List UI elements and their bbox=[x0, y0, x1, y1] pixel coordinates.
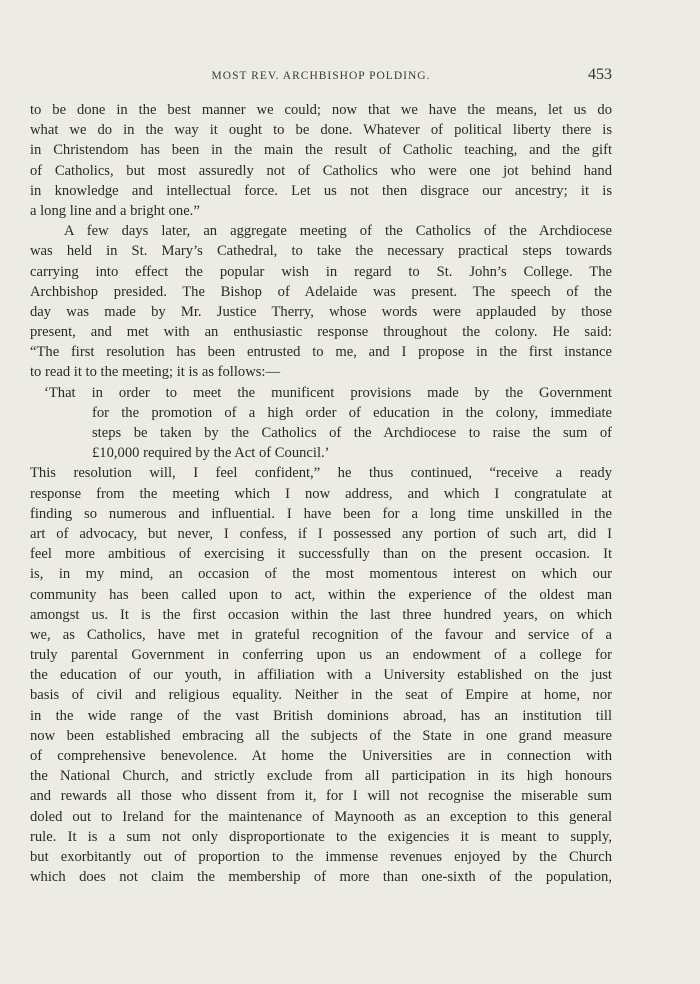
text-line: was held in St. Mary’s Cathedral, to take the necessary practical steps towards bbox=[30, 243, 612, 260]
text-line: the National Church, and strictly exclude from all participation in its high honours bbox=[30, 768, 612, 785]
text-line: now been established embracing all the subjects of the State in one grand measure bbox=[30, 727, 612, 744]
text-line: art of advocacy, but never, I confess, if I possessed any portion of such art, did I bbox=[30, 525, 612, 542]
text-line: to be done in the best manner we could; now that we have the means, let us do bbox=[30, 102, 612, 118]
text-line: amongst us. It is the first occasion within the last three hundred years, on which bbox=[30, 606, 612, 623]
text-line: a long line and a bright one.” bbox=[30, 202, 200, 219]
text-line: of Catholics, but most assuredly not of Catholics who were one jot behind hand bbox=[30, 162, 612, 179]
text-line: response from the meeting which I now address, and which I congratulate at bbox=[30, 485, 612, 502]
text-line: we, as Catholics, have met in grateful recognition of the favour and service of a bbox=[30, 626, 612, 643]
running-title: MOST REV. ARCHBISHOP POLDING. bbox=[211, 70, 431, 82]
text-line: of comprehensive benevolence. At home the Universities are in connection with bbox=[30, 748, 612, 764]
text-line: but exorbitantly out of proportion to the immense revenues enjoyed by the Church bbox=[30, 848, 612, 865]
text-line: rule. It is a sum not only disproportionate to the exigencies it is meant to supply, bbox=[30, 828, 612, 845]
text-line: basis of civil and religious equality. Neither in the seat of Empire at home, nor bbox=[30, 687, 612, 704]
quote-line: ‘That in order to meet the munificent provisions made by the Government bbox=[44, 384, 612, 401]
text-line: in knowledge and intellectual force. Let us not then disgrace our ancestry; it is bbox=[30, 182, 612, 199]
quote-line: steps be taken by the Catholics of the Archdiocese to raise the sum of bbox=[92, 425, 612, 441]
text-line: Archbishop presided. The Bishop of Adelaide was present. The speech of the bbox=[30, 283, 612, 300]
text-line: present, and met with an enthusiastic response throughout the colony. He said: bbox=[30, 324, 612, 341]
text-line: and rewards all those who dissent from it, for I will not recognise the miserable sum bbox=[30, 788, 612, 805]
text-line: carrying into effect the popular wish in regard to St. John’s College. The bbox=[30, 263, 612, 280]
text-line: to read it to the meeting; it is as follows:— bbox=[30, 364, 281, 381]
text-line: in Christendom has been in the main the result of Catholic teaching, and the gift bbox=[30, 142, 612, 159]
text-line: community has been called upon to act, within the experience of the oldest man bbox=[30, 586, 612, 603]
text-line: day was made by Mr. Justice Therry, whose words were applauded by those bbox=[30, 303, 612, 320]
text-line: “The first resolution has been entrusted to me, and I propose in the first instance bbox=[30, 344, 612, 361]
text-line: A few days later, an aggregate meeting of the Catholics of the Archdiocese bbox=[64, 223, 612, 240]
text-line: what we do in the way it ought to be done. Whatever of political liberty there is bbox=[30, 122, 612, 139]
text-line: is, in my mind, an occasion of the most momentous interest on which our bbox=[30, 566, 612, 583]
text-line: the education of our youth, in affiliation with a University established on the just bbox=[30, 667, 612, 684]
page-header bbox=[30, 66, 612, 88]
page-number: 453 bbox=[588, 66, 612, 83]
body-text bbox=[30, 100, 612, 887]
text-line: doled out to Ireland for the maintenance of Maynooth as an exception to this general bbox=[30, 808, 612, 825]
text-line: This resolution will, I feel confident,” he thus continued, “receive a ready bbox=[30, 465, 612, 482]
text-line: finding so numerous and influential. I have been for a long time unskilled in the bbox=[30, 505, 612, 522]
quote-line: £10,000 required by the Act of Council.’ bbox=[92, 445, 330, 462]
text-line: in the wide range of the vast British dominions abroad, has an institution till bbox=[30, 707, 612, 724]
quote-line: for the promotion of a high order of education in the colony, immediate bbox=[92, 404, 612, 421]
text-line: feel more ambitious of exercising it successfully than on the present occasion. It bbox=[30, 546, 612, 563]
text-line: truly parental Government in conferring upon us an endowment of a college for bbox=[30, 647, 612, 664]
text-line: which does not claim the membership of more than one-sixth of the population, bbox=[30, 869, 612, 886]
